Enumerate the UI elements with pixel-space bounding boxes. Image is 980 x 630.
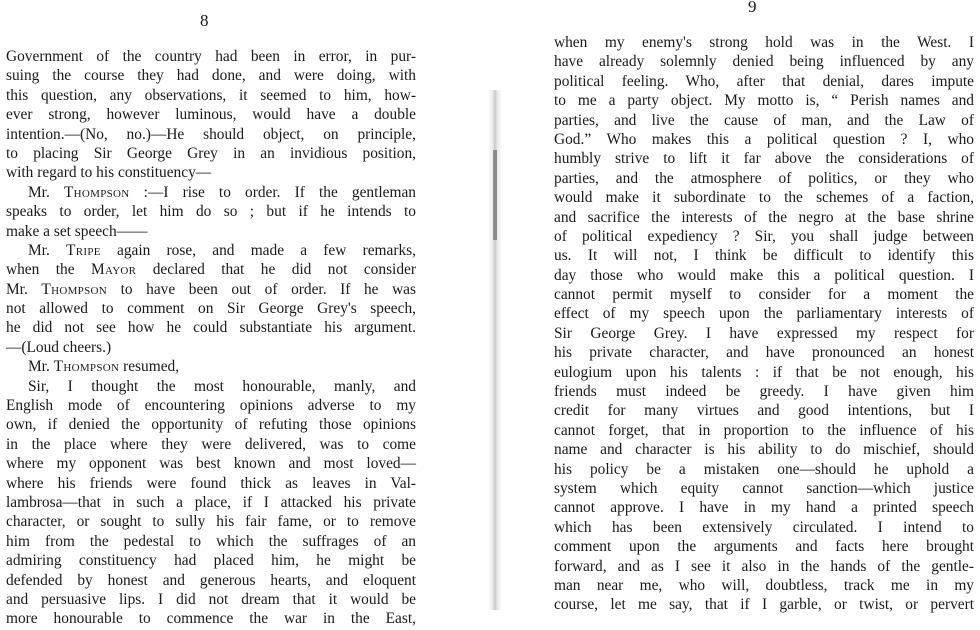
text-line: where his friends were found thick as leaves in Val- xyxy=(6,474,416,492)
page-number: 8 xyxy=(200,11,209,30)
text-line: not allowed to comment on Sir George Grey's speech, xyxy=(6,300,416,318)
text-line: comment upon the arguments and facts here brought xyxy=(554,538,974,556)
page-text xyxy=(6,47,416,629)
text-line: his private character, and have pronounced an honest xyxy=(554,344,974,362)
text-line: with regard to his constituency— xyxy=(6,164,212,182)
right-page xyxy=(510,0,980,630)
text-line: Sir George Grey. I have expressed my respect for xyxy=(554,324,974,342)
text-line: admiring constituency had placed him, he might be xyxy=(6,552,416,570)
text-line: to me a party object. My motto is, “ Perish names and xyxy=(554,92,974,110)
text-line: where my opponent was best known and most loved— xyxy=(6,455,416,473)
text-line: Sir, I thought the most honourable, manly, and xyxy=(28,377,416,395)
page-text xyxy=(554,33,974,615)
gutter-shadow xyxy=(493,150,497,240)
text-line: cannot forget, that in proportion to the influence of his xyxy=(554,421,974,439)
text-line: Mr. Thompson to have been out of order. If he was xyxy=(6,280,416,298)
text-line: when my enemy's strong hold was in the West. I xyxy=(554,34,974,51)
text-line: to placing Sir George Grey in an invidious position, xyxy=(6,144,416,162)
text-line: parties, and live the cause of man, and the Law of xyxy=(554,111,974,129)
text-line: Government of the country had been in error, in pur- xyxy=(6,48,416,65)
text-line: humbly strive to lift it far above the considerations of xyxy=(554,150,974,168)
text-line: speaks to order, let him do so ; but if he intends to xyxy=(6,203,416,221)
text-line: and persuasive lips. I did not dream that it would be xyxy=(6,590,416,608)
text-line: he did not see how he could substantiate his argument. xyxy=(6,319,416,337)
text-line: character, or sought to sully his fair fame, or to remove xyxy=(6,513,416,531)
text-line: name and character is his ability to do mischief, should xyxy=(554,441,974,459)
left-page xyxy=(0,0,480,630)
text-line: eulogium upon his talents : if that be not enough, his xyxy=(554,363,974,381)
text-line: man near me, who will, doubtless, track me in my xyxy=(554,576,974,594)
text-line: this question, any observations, it seemed to him, how- xyxy=(6,86,416,104)
text-line: credit for many virtues and good intentions, but I xyxy=(554,402,974,420)
text-line: have already solemnly denied being influenced by any xyxy=(554,53,974,71)
text-line: day those who would make this a political question. I xyxy=(554,266,974,284)
text-line: Mr. Thompson resumed, xyxy=(28,358,180,376)
text-line: more honourable to commence the war in the East, xyxy=(6,610,416,628)
text-line: in the place where they were delivered, was to come xyxy=(6,435,416,453)
text-line: intention.—(No, no.)—He should object, on principle, xyxy=(6,125,416,143)
text-line: lambrosa—that in such a place, if I attacked his private xyxy=(6,493,416,511)
text-line: cannot permit myself to consider for a moment the xyxy=(554,286,974,304)
text-line: of political expediency ? Sir, you shall judge between xyxy=(554,227,974,245)
text-line: suing the course they had done, and were doing, with xyxy=(6,67,416,85)
text-line: —(Loud cheers.) xyxy=(6,338,112,356)
text-line: course, let me say, that if I garble, or twist, or pervert xyxy=(554,596,974,614)
text-line: God.” Who makes this a political question ? I, who xyxy=(554,130,974,148)
page-number: 9 xyxy=(748,0,757,16)
text-line: Mr. Thompson :—I rise to order. If the gentleman xyxy=(28,183,417,201)
text-line: make a set speech—— xyxy=(6,222,148,240)
text-line: his policy be a mistaken one—should he uphold a xyxy=(554,460,974,478)
text-line: own, if denied the opportunity of refuting those opinions xyxy=(6,416,416,434)
text-line: Mr. Tripe again rose, and made a few remarks, xyxy=(28,241,416,259)
text-line: effect of my speech upon the parliamentary interests of xyxy=(554,305,974,323)
text-line: would make it subordinate to the schemes of a faction, xyxy=(554,189,974,207)
text-line: defended by honest and generous hearts, and eloquent xyxy=(6,571,416,589)
text-line: friends must indeed be greedy. I have given him xyxy=(554,383,974,401)
text-line: when the Mayor declared that he did not consider xyxy=(6,261,416,279)
text-line: ever strong, however luminous, would have a double xyxy=(6,106,416,124)
text-line: and sacrifice the interests of the negro at the base shrine xyxy=(554,208,974,226)
text-line: political feeling. Who, after that denial, dares impute xyxy=(554,72,974,90)
text-line: forward, and as I see it also in the hands of the gentle- xyxy=(554,557,974,575)
text-line: us. It will not, I think be difficult to identify this xyxy=(554,247,974,265)
text-line: which has been extensively circulated. I intend to xyxy=(554,518,974,536)
text-line: cannot approve. I have in my hand a printed speech xyxy=(554,499,974,517)
text-line: system which equity cannot sanction—which justice xyxy=(554,479,974,497)
text-line: English mode of encountering opinions adverse to my xyxy=(6,397,416,415)
text-line: him from the pedestal to which the suffrages of an xyxy=(6,532,416,550)
text-line: parties, and the atmosphere of politics, or they who xyxy=(554,169,974,187)
